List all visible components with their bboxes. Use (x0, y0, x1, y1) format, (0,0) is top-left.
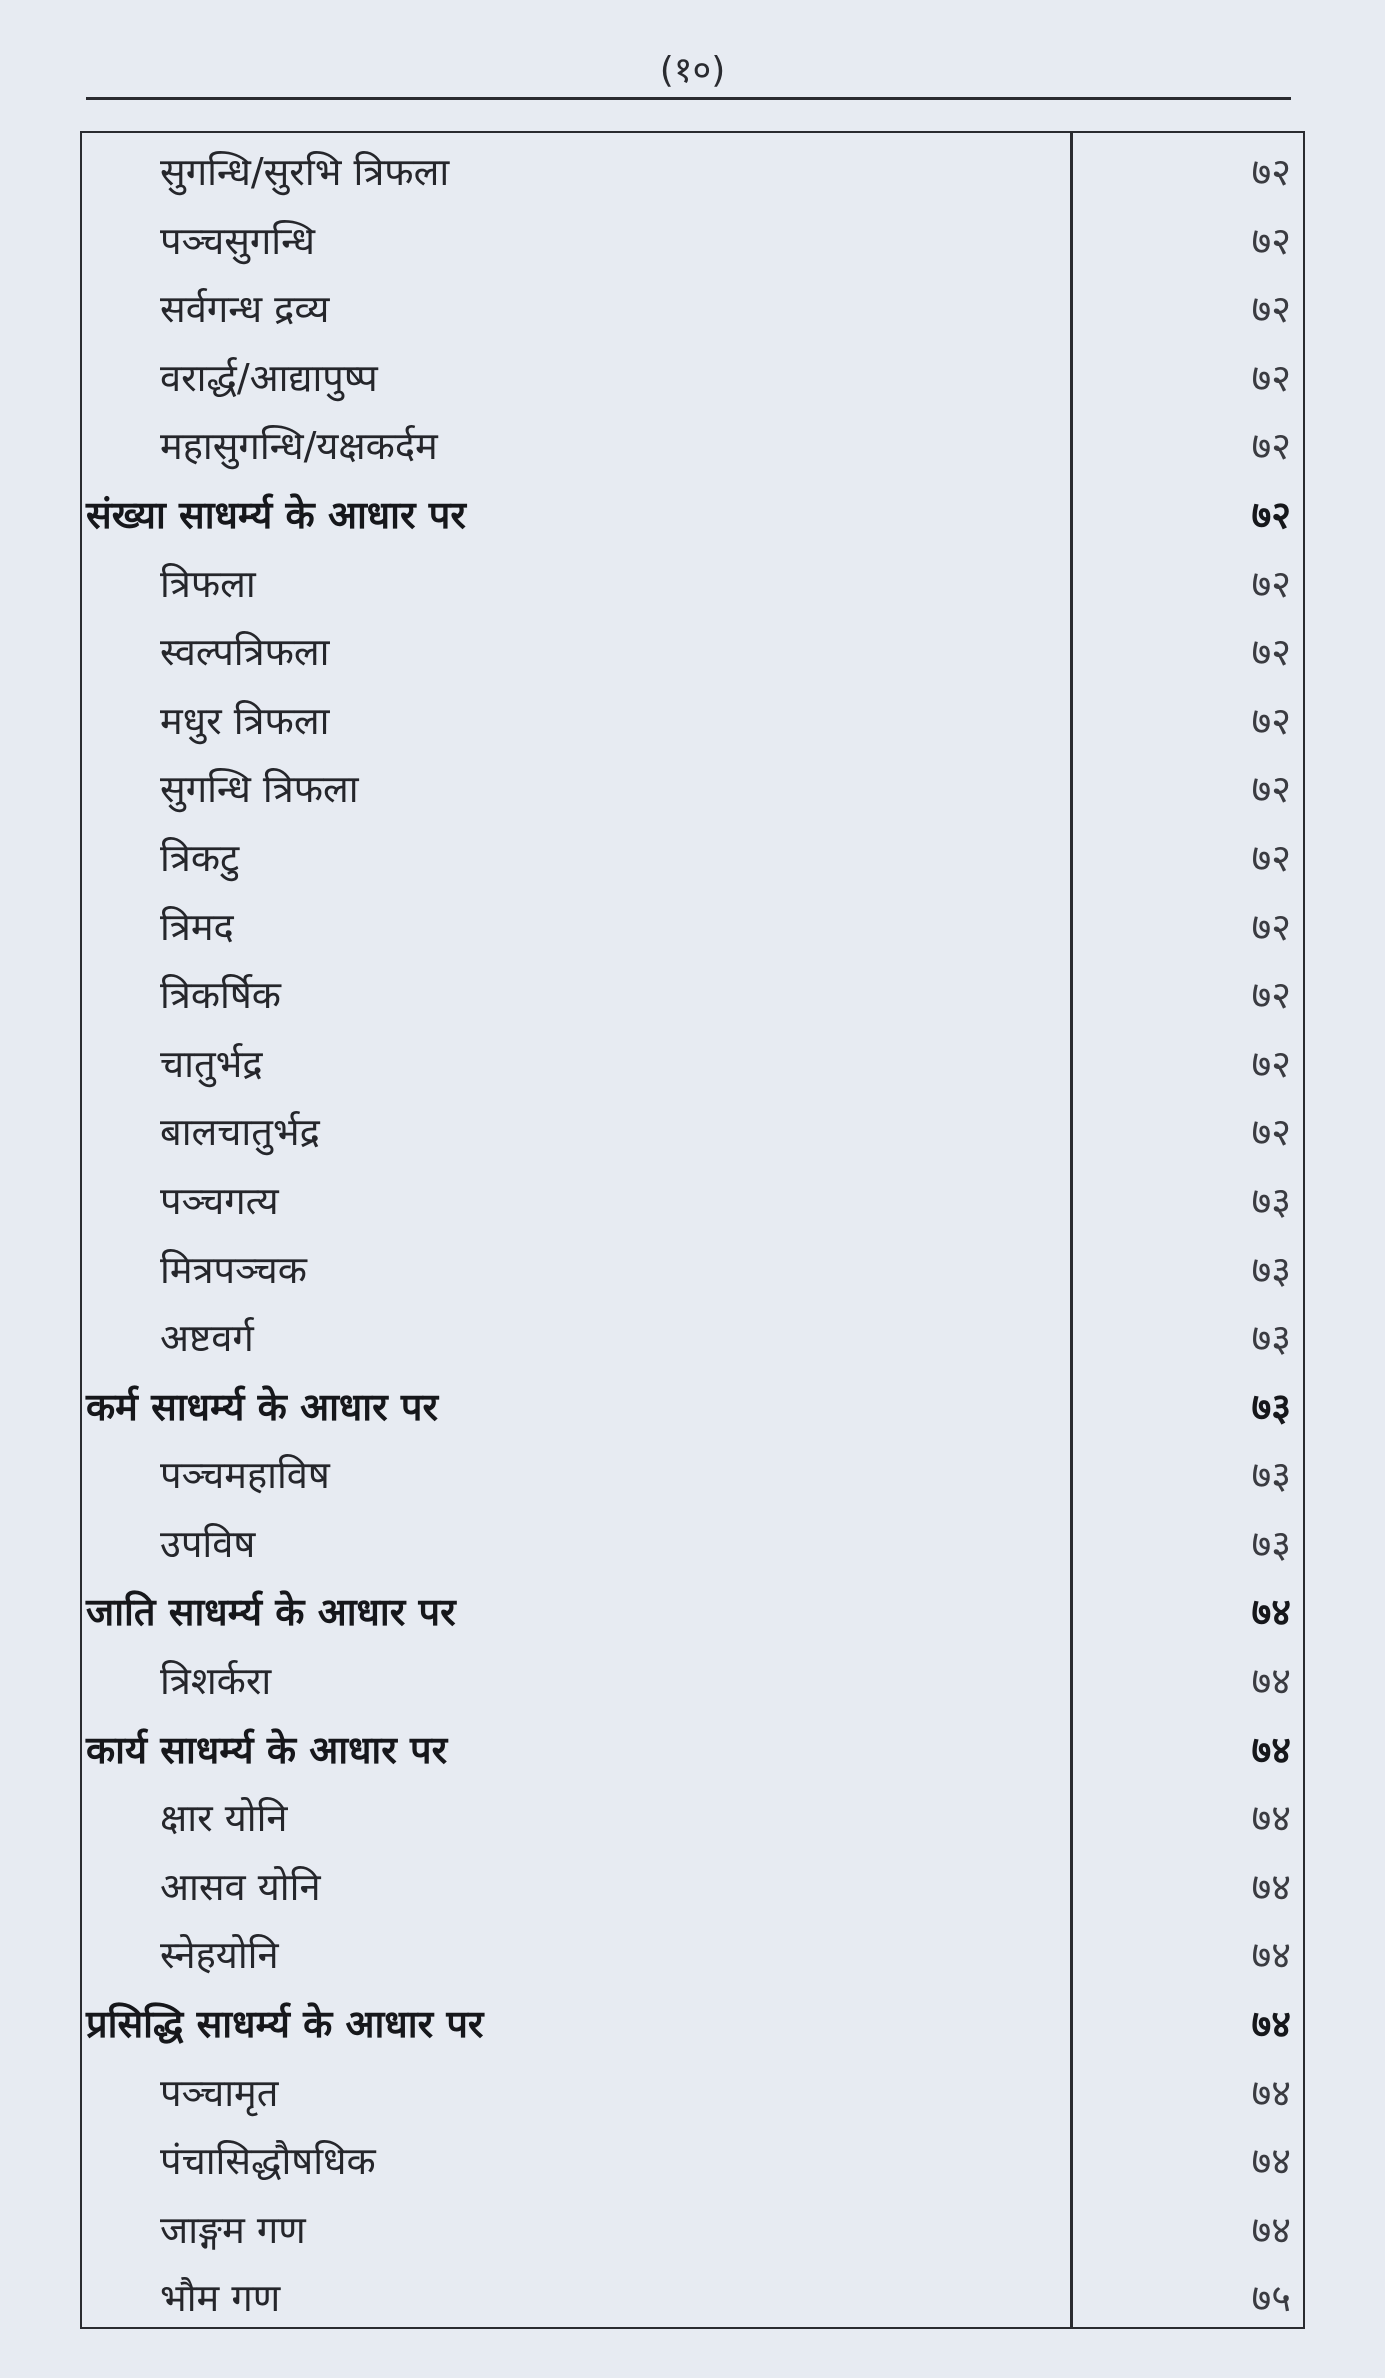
toc-page-number: ७२ (1251, 835, 1291, 880)
toc-item-title: पञ्चसुगन्धि (160, 218, 316, 263)
toc-section-row (80, 1380, 1305, 1449)
toc-item-title: मित्रपञ्चक (160, 1247, 307, 1292)
toc-page-number: ७२ (1251, 355, 1291, 400)
toc-page-number: ७२ (1251, 218, 1291, 263)
toc-page-number: ७४ (1251, 1590, 1291, 1635)
toc-item-row (80, 1448, 1305, 1517)
toc-page-number: ७२ (1251, 767, 1291, 812)
toc-item-title: पञ्चमहाविष (160, 1453, 330, 1498)
toc-item-title: चातुर्भद्र (160, 1041, 263, 1086)
toc-item-title: पञ्चगत्य (160, 1178, 279, 1223)
header-rule (86, 97, 1291, 100)
toc-item-title: सुगन्धि त्रिफला (160, 767, 359, 812)
toc-item-title: भौम गण (160, 2276, 281, 2321)
toc-section-row (80, 1723, 1305, 1792)
toc-item-row (80, 968, 1305, 1037)
toc-section-title: कर्म साधर्म्य के आधार पर (86, 1384, 439, 1429)
toc-item-row (80, 557, 1305, 626)
toc-section-title: कार्य साधर्म्य के आधार पर (86, 1727, 448, 1772)
toc-page-number: ७३ (1251, 1384, 1291, 1429)
toc-item-title: वरार्द्ध/आद्यापुष्प (160, 355, 378, 400)
toc-page-number: ७३ (1251, 1178, 1291, 1223)
toc-item-title: आसव योनि (160, 1864, 321, 1909)
toc-page-number: ७२ (1251, 1110, 1291, 1155)
toc-item-title: सुगन्धि/सुरभि त्रिफला (160, 150, 450, 194)
toc-item-title: पंचासिद्धौषधिक (160, 2139, 376, 2184)
toc-item-row (80, 145, 1305, 214)
toc-page-number: ७२ (1251, 492, 1291, 537)
toc-item-title: स्वल्पत्रिफला (160, 630, 330, 675)
page-number: (१०) (659, 50, 726, 91)
toc-item-row (80, 900, 1305, 969)
toc-page-number: ७२ (1251, 1041, 1291, 1086)
toc-item-title: त्रिफला (160, 561, 256, 606)
toc-item-title: सर्वगन्ध द्रव्य (160, 287, 330, 332)
toc-item-title: बालचातुर्भद्र (160, 1110, 320, 1155)
toc-item-title: स्नेहयोनि (160, 1933, 279, 1978)
toc-item-title: क्षार योनि (160, 1796, 288, 1841)
toc-page-number: ७२ (1251, 561, 1291, 606)
toc-page-number: ७२ (1251, 150, 1291, 194)
toc-item-row (80, 1928, 1305, 1997)
toc-list (80, 145, 1305, 2340)
toc-item-row (80, 1311, 1305, 1380)
toc-page-number: ७४ (1251, 1727, 1291, 1772)
toc-item-row (80, 214, 1305, 283)
toc-page-number: ७३ (1251, 1453, 1291, 1498)
toc-section-title: संख्या साधर्म्य के आधार पर (86, 492, 466, 537)
toc-item-title: त्रिशर्करा (160, 1659, 272, 1704)
toc-item-row (80, 282, 1305, 351)
toc-page-number: ७२ (1251, 698, 1291, 743)
toc-item-title: पञ्चामृत (160, 2070, 279, 2115)
toc-item-title: त्रिमद (160, 904, 234, 949)
toc-item-row (80, 419, 1305, 488)
toc-item-row (80, 1174, 1305, 1243)
toc-section-row (80, 1585, 1305, 1654)
toc-page-number: ७४ (1251, 1659, 1291, 1704)
toc-section-title: प्रसिद्धि साधर्म्य के आधार पर (86, 2002, 484, 2047)
toc-page-number: ७४ (1251, 2002, 1291, 2047)
toc-item-row (80, 831, 1305, 900)
toc-page-number: ७३ (1251, 1316, 1291, 1361)
toc-page-number: ७३ (1251, 1521, 1291, 1566)
toc-item-title: जाङ्गम गण (160, 2207, 306, 2252)
toc-item-title: उपविष (160, 1521, 256, 1566)
toc-page-number: ७४ (1251, 2070, 1291, 2115)
toc-item-row (80, 625, 1305, 694)
toc-section-row (80, 1997, 1305, 2066)
toc-item-row (80, 2134, 1305, 2203)
toc-item-row (80, 1105, 1305, 1174)
toc-page-number: ७३ (1251, 1247, 1291, 1292)
toc-item-title: त्रिकटु (160, 835, 240, 880)
toc-item-row (80, 1037, 1305, 1106)
toc-page-number: ७२ (1251, 287, 1291, 332)
toc-item-row (80, 1243, 1305, 1312)
toc-page-number: ७४ (1251, 1796, 1291, 1841)
toc-page-number: ७४ (1251, 1864, 1291, 1909)
toc-item-title: महासुगन्धि/यक्षकर्दम (160, 424, 438, 469)
toc-item-row (80, 1791, 1305, 1860)
toc-page-number: ७४ (1251, 1933, 1291, 1978)
toc-item-row (80, 351, 1305, 420)
toc-item-row (80, 694, 1305, 763)
toc-item-row (80, 2271, 1305, 2340)
toc-item-row (80, 2066, 1305, 2135)
toc-item-row (80, 1860, 1305, 1929)
toc-page-number: ७५ (1251, 2276, 1291, 2321)
toc-page-number: ७४ (1251, 2207, 1291, 2252)
toc-item-row (80, 2203, 1305, 2272)
toc-item-title: त्रिकर्षिक (160, 973, 281, 1018)
toc-item-row (80, 762, 1305, 831)
toc-section-row (80, 488, 1305, 557)
toc-item-row (80, 1654, 1305, 1723)
toc-page-number: ७२ (1251, 904, 1291, 949)
toc-item-title: अष्टवर्ग (160, 1316, 254, 1361)
toc-item-title: मधुर त्रिफला (160, 698, 330, 743)
toc-section-title: जाति साधर्म्य के आधार पर (86, 1590, 456, 1635)
toc-item-row (80, 1517, 1305, 1586)
toc-page-number: ७२ (1251, 973, 1291, 1018)
toc-page-number: ७४ (1251, 2139, 1291, 2184)
toc-page-number: ७२ (1251, 630, 1291, 675)
toc-page-number: ७२ (1251, 424, 1291, 469)
